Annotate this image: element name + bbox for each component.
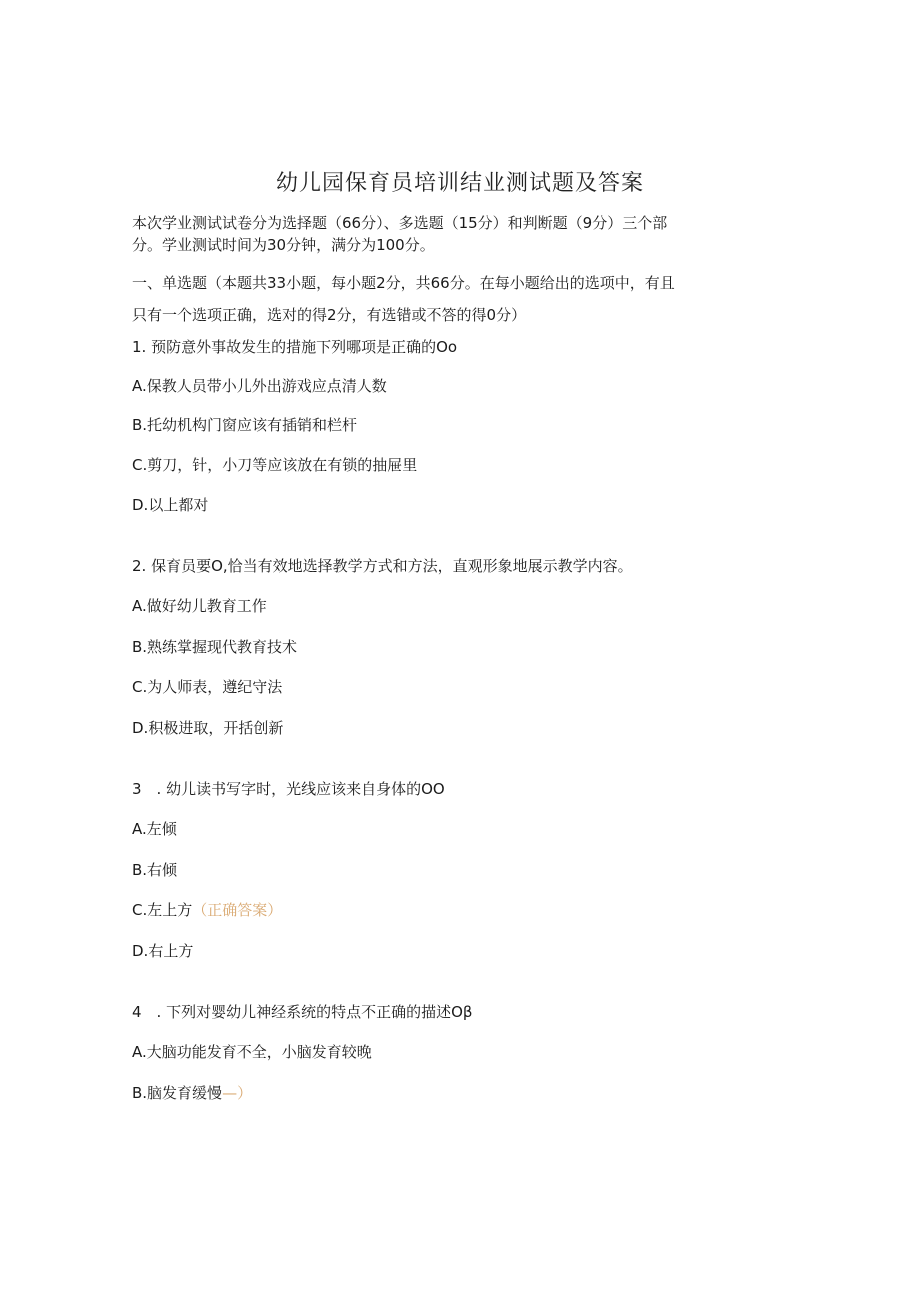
- question-3-option-c: [132, 900, 282, 920]
- question-3-option-d: D.右上方: [132, 942, 194, 960]
- question-4-option-b-text: B.脑发育缓慢: [132, 1084, 223, 1102]
- question-4-option-a: A.大脑功能发育不全，小脑发育较晚: [132, 1043, 372, 1061]
- question-2-stem: 2. 保育员要O,恰当有效地选择教学方式和方法，直观形象地展示教学内容。: [132, 557, 633, 575]
- question-3-option-b: B.右倾: [132, 861, 178, 879]
- intro-line-2: 分。学业测试时间为30分钟，满分为100分。: [132, 236, 435, 254]
- question-1-stem: 1. 预防意外事故发生的措施下列哪项是正确的Oo: [132, 338, 458, 356]
- document-title: 幼儿园保育员培训结业测试题及答案: [275, 171, 644, 196]
- question-3-stem: 3 . 幼儿读书写字时，光线应该来自身体的OO: [132, 780, 445, 798]
- section-header-line-2: 只有一个选项正确，选对的得2分，有选错或不答的得0分）: [132, 306, 527, 324]
- intro-line-1: 本次学业测试试卷分为选择题（66分）、多选题（15分）和判断题（9分）三个部: [132, 214, 668, 232]
- question-2-option-a: A.做好幼儿教育工作: [132, 597, 267, 615]
- question-3-option-c-text: C.左上方: [132, 901, 193, 919]
- question-1-option-a: A.保教人员带小儿外出游戏应点清人数: [132, 377, 387, 395]
- section-header-line-1: 一、单选题（本题共33小题，每小题2分，共66分。在每小题给出的选项中，有且: [132, 274, 675, 292]
- question-1-option-b: B.托幼机构门窗应该有插销和栏杆: [132, 416, 358, 434]
- correct-answer-note: （正确答案）: [192, 901, 283, 919]
- question-2-option-b: B.熟练掌握现代教育技术: [132, 638, 298, 656]
- question-4-stem: 4 . 下列对婴幼儿神经系统的特点不正确的描述Oβ: [132, 1003, 473, 1021]
- question-2-option-c: C.为人师表，遵纪守法: [132, 678, 283, 696]
- question-1-option-d: D.以上都对: [132, 496, 209, 514]
- question-4-option-b: [132, 1083, 252, 1103]
- answer-note-fragment: —）: [222, 1084, 253, 1102]
- question-3-option-a: A.左倾: [132, 820, 177, 838]
- question-2-option-d: D.积极进取，开括创新: [132, 719, 284, 737]
- question-1-option-c: C.剪刀，针，小刀等应该放在有锁的抽屉里: [132, 456, 418, 474]
